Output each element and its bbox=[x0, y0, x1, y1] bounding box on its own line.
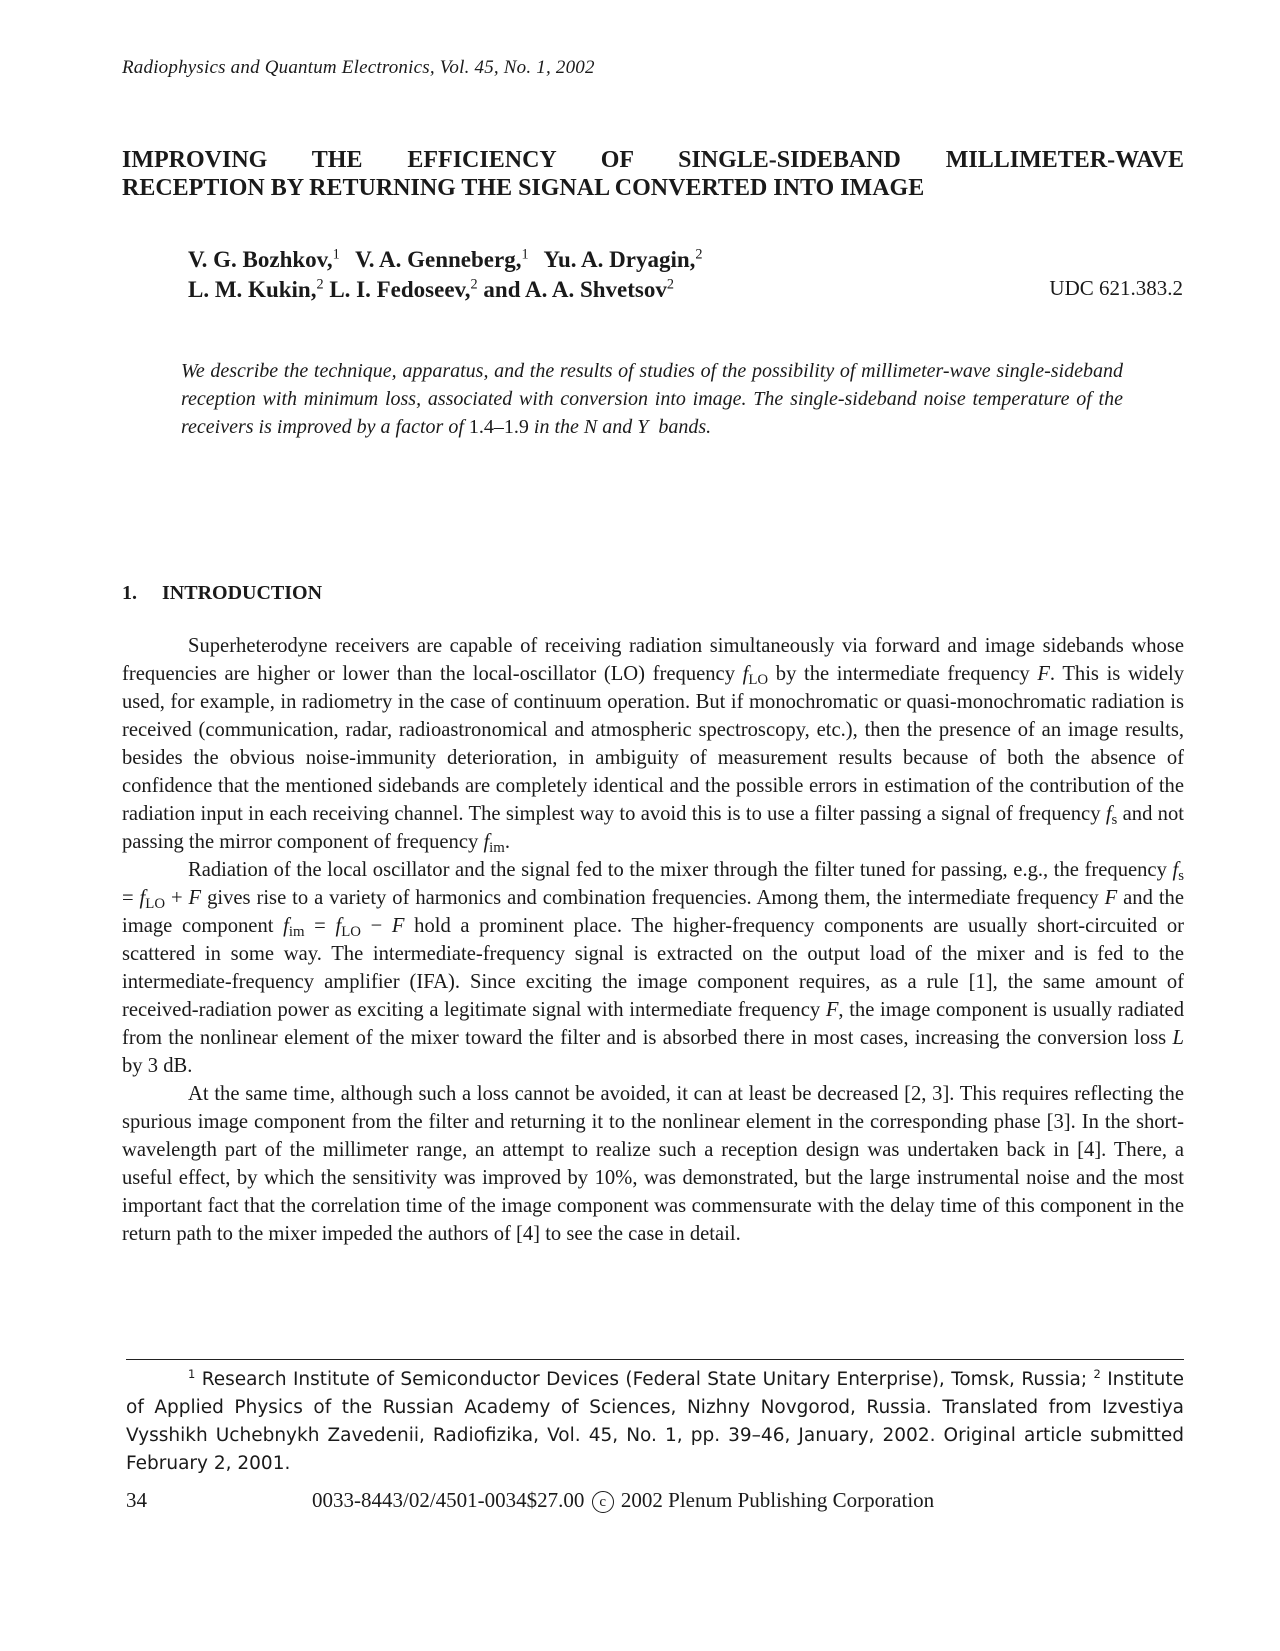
footnote-text: Research Institute of Semiconductor Devices (Federal State Unitary Enterprise), Tomsk, Russia; bbox=[201, 1369, 1088, 1390]
affiliation-mark: 2 bbox=[316, 276, 324, 293]
affiliation-mark: 1 bbox=[521, 246, 529, 263]
footnote-divider bbox=[126, 1359, 1184, 1360]
publisher: 2002 Plenum Publishing Corporation bbox=[620, 1488, 935, 1512]
paragraph-1: Superheterodyne receivers are capable of receiving radiation simultaneously via forward and image sidebands whose frequencies are higher or lower than the local-oscillator (LO) frequency $f_{LO}$ by the intermediate frequency F. This is widely used, for example, in radiometry in the case of continuum operation. But if monochromatic or quasi-monochromatic radiation is received (communication, radar, radioastronomical and atmospheric spectroscopy, etc.), then the presence of an image results, besides the obvious noise-immunity deterioration, in ambiguity of measurement results because of both the absence of confidence that the mentioned sidebands are completely identical and the possible errors in estimation of the contribution of the radiation input in each receiving channel. The simplest way to avoid this is to use a filter passing a signal of frequency $f_s$ and not passing the mirror component of frequency $f_{im}$. bbox=[122, 635, 1184, 857]
copyright-line bbox=[312, 1488, 934, 1513]
affiliation-mark: 2 bbox=[666, 276, 674, 293]
abstract-band: N bbox=[583, 416, 598, 438]
section-title: INTRODUCTION bbox=[162, 582, 323, 604]
paper-title bbox=[122, 146, 1184, 202]
abstract-range: 1.4–1.9 bbox=[468, 416, 529, 438]
abstract-text: and bbox=[602, 416, 633, 438]
affiliation-mark: 2 bbox=[695, 246, 703, 263]
title-line-1: IMPROVING THE EFFICIENCY OF SINGLE-SIDEBAND MILLIMETER-WAVE bbox=[122, 147, 1184, 173]
page-number: 34 bbox=[126, 1488, 147, 1512]
paragraph-3: At the same time, although such a loss cannot be avoided, it can at least be decreased [2, 3]. This requires reflecting the spurious image component from the filter and returning it to the nonlinear element in the corresponding phase [3]. In the short-wavelength part of the millimeter range, an attempt to realize such a reception design was undertaken back in [4]. There, a useful effect, by which the sensitivity was improved by 10%, was demonstrated, but the large instrumental noise and the most important fact that the correlation time of the image component was commensurate with the delay time of this component in the return path to the mixer impeded the authors of [4] to see the case in detail. bbox=[122, 1083, 1184, 1245]
author-name: L. M. Kukin, bbox=[188, 277, 317, 302]
author-name: Yu. A. Dryagin, bbox=[543, 247, 696, 272]
journal-header: Radiophysics and Quantum Electronics, Vol. 45, No. 1, 2002 bbox=[122, 57, 595, 78]
abstract-text: bands. bbox=[658, 416, 712, 438]
body-text bbox=[122, 632, 1184, 1248]
abstract-text: We describe the technique, apparatus, and the results of studies of the possibility of millimeter-wave single-sideband reception with minimum loss, associated with conversion into image. The single-sideband noise temperature of the receivers is improved by a factor of bbox=[181, 360, 1123, 438]
author-conjunction: and bbox=[483, 277, 521, 302]
footnote bbox=[126, 1366, 1184, 1478]
abstract bbox=[181, 357, 1123, 441]
copyright-icon: c bbox=[592, 1491, 614, 1513]
abstract-band: Y bbox=[637, 416, 649, 438]
author-line-2 bbox=[188, 275, 703, 305]
author-name: L. I. Fedoseev, bbox=[329, 277, 471, 302]
author-name: V. G. Bozhkov, bbox=[188, 247, 333, 272]
author-line-1 bbox=[188, 245, 703, 275]
udc-code: UDC 621.383.2 bbox=[1049, 276, 1183, 300]
footnote-mark: 1 bbox=[188, 1366, 196, 1381]
affiliation-mark: 1 bbox=[332, 246, 340, 263]
abstract-text: in the bbox=[533, 416, 579, 438]
author-list bbox=[188, 245, 703, 305]
section-number: 1. bbox=[122, 582, 137, 604]
title-line-2: RECEPTION BY RETURNING THE SIGNAL CONVERTED INTO IMAGE bbox=[122, 175, 925, 201]
author-name: V. A. Genneberg, bbox=[355, 247, 522, 272]
section-heading bbox=[122, 582, 322, 605]
author-name: A. A. Shvetsov bbox=[525, 277, 667, 302]
footnote-text: Institute of Applied Physics of the Russian Academy of Sciences, Nizhny Novgorod, Russia. Translated from Izvestiya Vysshikh Uchebnykh Zavedenii, Radiofizika, Vol. 45, No. 1, pp. 39–46, January, 2002. Original article submitted February 2, 2001. bbox=[126, 1369, 1185, 1474]
issn-code: 0033-8443/02/4501-0034$27.00 bbox=[312, 1488, 585, 1512]
footnote-mark: 2 bbox=[1093, 1366, 1101, 1381]
paragraph-2: Radiation of the local oscillator and the signal fed to the mixer through the filter tuned for passing, e.g., the frequency $f_s = f_{LO} + F$ gives rise to a variety of harmonics and combination frequencies. Among them, the intermediate frequency F and the image component $f_{im} = f_{LO} - F$ hold a prominent place. The higher-frequency components are usually short-circuited or scattered in some way. The intermediate-frequency signal is extracted on the output load of the mixer and is fed to the intermediate-frequency amplifier (IFA). Since exciting the image component requires, as a rule [1], the same amount of received-radiation power as exciting a legitimate signal with intermediate frequency F, the image component is usually radiated from the nonlinear element of the mixer toward the filter and is absorbed there in most cases, increasing the conversion loss L by 3 dB. bbox=[122, 859, 1185, 1077]
affiliation-mark: 2 bbox=[470, 276, 478, 293]
